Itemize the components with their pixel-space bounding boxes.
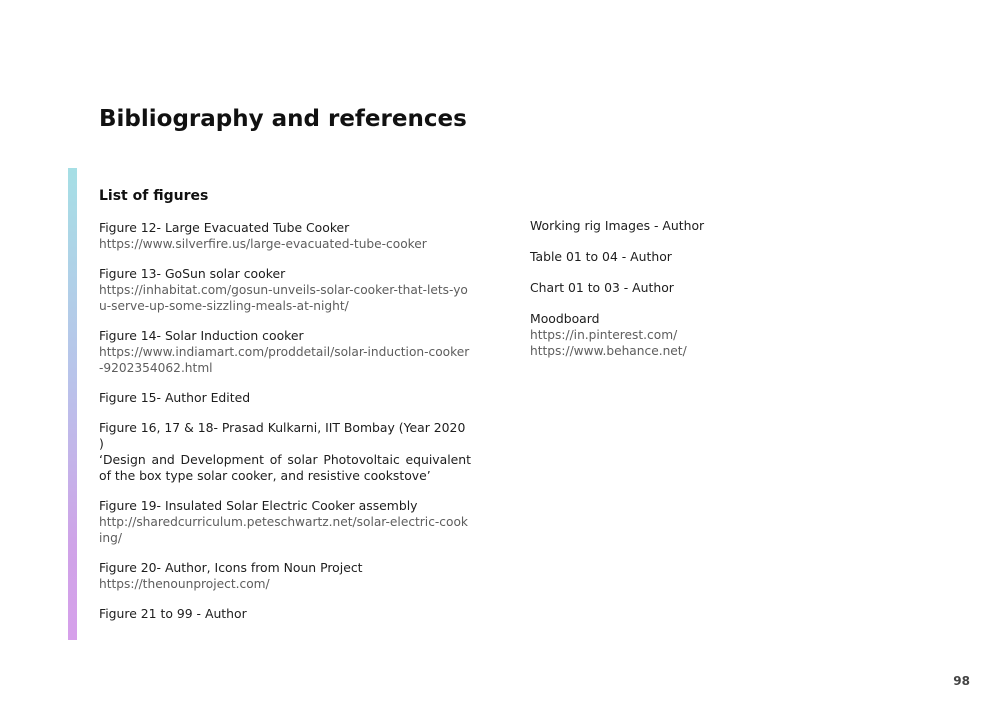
figure-title: Figure 15- Author Edited bbox=[99, 390, 251, 405]
source-link[interactable]: https://in.pinterest.com/ bbox=[530, 328, 678, 342]
source-title: Chart 01 to 03 - Author bbox=[530, 280, 674, 295]
figures-heading: List of figures bbox=[99, 188, 209, 204]
source-entry bbox=[530, 280, 830, 296]
figure-title: Figure 21 to 99 - Author bbox=[99, 606, 247, 621]
figure-entry bbox=[99, 266, 471, 314]
source-entry bbox=[530, 311, 830, 359]
source-entry bbox=[530, 249, 830, 265]
page-number: 98 bbox=[953, 674, 970, 688]
figure-title: Figure 14- Solar Induction cooker bbox=[99, 328, 304, 343]
page-title: Bibliography and references bbox=[99, 106, 467, 132]
figure-entry bbox=[99, 390, 471, 406]
figure-link[interactable]: https://www.silverfire.us/large-evacuated-tube-cooker bbox=[99, 237, 427, 251]
accent-bar bbox=[68, 168, 77, 640]
source-link[interactable]: https://www.behance.net/ bbox=[530, 344, 687, 358]
figure-title: Figure 13- GoSun solar cooker bbox=[99, 266, 286, 281]
figure-title: Figure 16, 17 & 18- Prasad Kulkarni, IIT Bombay (Year 2020 ) bbox=[99, 420, 466, 451]
other-sources-list bbox=[530, 218, 830, 374]
figure-entry bbox=[99, 560, 471, 592]
source-title: Table 01 to 04 - Author bbox=[530, 249, 672, 264]
figure-entry bbox=[99, 328, 471, 376]
source-title: Moodboard bbox=[530, 311, 600, 326]
figure-entry bbox=[99, 420, 471, 484]
figure-description: ‘Design and Development of solar Photovoltaic equivalent of the box type solar cooker, and resistive cookstove’ bbox=[99, 452, 471, 483]
figure-link[interactable]: https://www.indiamart.com/proddetail/solar-induction-cooker-9202354062.html bbox=[99, 345, 470, 375]
figure-entry bbox=[99, 498, 471, 546]
figure-entry bbox=[99, 220, 471, 252]
figure-link[interactable]: https://thenounproject.com/ bbox=[99, 577, 270, 591]
figure-entry bbox=[99, 606, 471, 622]
figures-list bbox=[99, 220, 471, 636]
source-title: Working rig Images - Author bbox=[530, 218, 705, 233]
figure-link[interactable]: https://inhabitat.com/gosun-unveils-solar-cooker-that-lets-you-serve-up-some-sizzling-meals-at-night/ bbox=[99, 283, 468, 313]
figure-title: Figure 20- Author, Icons from Noun Project bbox=[99, 560, 363, 575]
figure-link[interactable]: http://sharedcurriculum.peteschwartz.net/solar-electric-cooking/ bbox=[99, 515, 468, 545]
source-entry bbox=[530, 218, 830, 234]
figure-title: Figure 19- Insulated Solar Electric Cooker assembly bbox=[99, 498, 418, 513]
figure-title: Figure 12- Large Evacuated Tube Cooker bbox=[99, 220, 350, 235]
